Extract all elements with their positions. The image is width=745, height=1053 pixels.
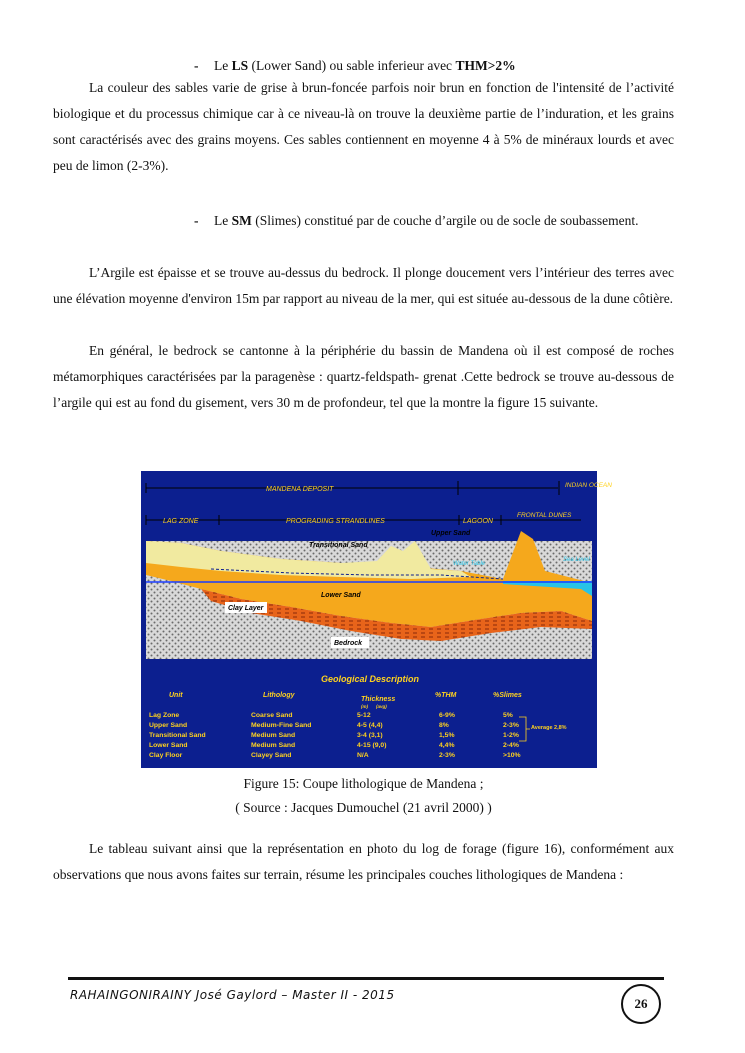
table-cell-unit: Transitional Sand (149, 732, 206, 739)
table-cell-thm: 8% (439, 722, 449, 729)
label-lag-zone: LAG ZONE (163, 518, 199, 525)
label-lagoon: LAGOON (463, 518, 493, 525)
bullet-text: Le LS (Lower Sand) ou sable inferieur avec THM>2% (214, 58, 516, 73)
bullet-ls (194, 56, 674, 76)
label-mandena-deposit: MANDENA DEPOSIT (266, 486, 334, 493)
table-cell-thm: 4,4% (439, 742, 455, 749)
table-cell-slimes: 5% (503, 712, 513, 719)
bullet-dash: - (194, 58, 199, 73)
col-thickness: Thickness (361, 696, 396, 703)
table-cell-unit: Upper Sand (149, 722, 188, 729)
table-cell-lith: Coarse Sand (251, 712, 293, 719)
table-cell-slimes: 1-2% (503, 732, 519, 739)
figure-caption: Figure 15: Coupe lithologique de Mandena ; (243, 776, 484, 791)
label-sea-level: Sea Level (563, 557, 590, 563)
table-title: Geological Description (321, 674, 420, 684)
table-cell-thick: 5-12 (357, 712, 371, 719)
paragraph-sand-color: La couleur des sables varie de grise à brun-foncée parfois noir brun en fonction de l'intensité de l’activité biologique et du processus chimique car à ce niveau-là on trouve la deuxième partie de l’induration, et les grains sont caractérisés avec des grains moyens. Ces sables contiennent en moyenne 4 à 5% de minéraux lourds et avec peu de limon (2-3%). (53, 80, 674, 173)
table-cell-thm: 2-3% (439, 752, 455, 759)
lithologic-section-figure (141, 471, 612, 768)
page-number: 26 (621, 984, 661, 1024)
table-cell-thick: N/A (357, 752, 369, 759)
table-cell-slimes: 2-3% (503, 722, 519, 729)
table-cell-thick: 4-5 (4,4) (357, 722, 383, 729)
table-cell-thm: 1,5% (439, 732, 455, 739)
table-cell-slimes: >10% (503, 752, 521, 759)
label-prograding-strandlines: PROGRADING STRANDLINES (286, 518, 385, 525)
paragraph-argile: L’Argile est épaisse et se trouve au-dessus du bedrock. Il plonge doucement vers l’intérieur des terres avec une élévation moyenne d'environ 15m par rapport au niveau de la mer, qui est située au-dessous de la dune côtière. (53, 265, 674, 306)
paragraph-table-intro: Le tableau suivant ainsi que la représentation en photo du log de forage (figure 16), conformément aux observations que nous avons faites sur terrain, résume les principales couches lithologiques de Mandena : (53, 841, 674, 882)
label-upper-sand: Upper Sand (431, 530, 471, 537)
bullet-sm (194, 211, 674, 231)
table-cell-lith: Clayey Sand (251, 752, 292, 759)
table-cell-thick: 4-15 (9,0) (357, 742, 387, 749)
table-cell-lith: Medium Sand (251, 732, 296, 739)
col-thickness-avg: (avg) (376, 704, 387, 709)
table-cell-slimes: 2-4% (503, 742, 519, 749)
table-cell-unit: Lag Zone (149, 712, 180, 719)
table-cell-lith: Medium Sand (251, 742, 296, 749)
label-transitional-sand: Transitional Sand (309, 542, 368, 549)
col-lithology: Lithology (263, 692, 295, 699)
label-lower-sand: Lower Sand (321, 592, 361, 599)
label-frontal-dunes: FRONTAL DUNES (517, 512, 572, 519)
footer-rule (68, 977, 664, 980)
bullet-text: Le SM (Slimes) constitué par de couche d’argile ou de socle de soubassement. (214, 213, 639, 228)
figure-source: ( Source : Jacques Dumouchel (21 avril 2000) ) (235, 800, 492, 815)
label-water-table: Water Table (453, 561, 486, 567)
table-cell-unit: Lower Sand (149, 742, 188, 749)
footer-author: RAHAINGONIRAINY José Gaylord – Master II - 2015 (70, 988, 395, 1002)
table-cell-thick: 3-4 (3,1) (357, 732, 383, 739)
paragraph-bedrock: En général, le bedrock se cantonne à la périphérie du bassin de Mandena où il est composé de roches métamorphiques caractérisées par la paragenèse : quartz-feldspath- grenat .Cette bedrock se trouve au-dessous de l’argile qui est au fond du gisement, vers 30 m de profondeur, tel que la montre la figure 15 suivante. (53, 343, 674, 410)
table-cell-unit: Clay Floor (149, 752, 183, 759)
label-clay-layer: Clay Layer (228, 605, 264, 612)
col-thickness-unit: (m) (361, 704, 368, 709)
label-indian-ocean: INDIAN OCEAN (565, 482, 612, 489)
col-unit: Unit (169, 692, 183, 699)
table-cell-thm: 6-9% (439, 712, 455, 719)
table-cell-lith: Medium-Fine Sand (251, 722, 312, 729)
col-slimes: %Slimes (493, 692, 522, 699)
average-label: Average 2,8% (531, 725, 567, 731)
bullet-dash: - (194, 213, 199, 228)
col-thm: %THM (435, 692, 457, 699)
label-bedrock: Bedrock (334, 640, 363, 647)
